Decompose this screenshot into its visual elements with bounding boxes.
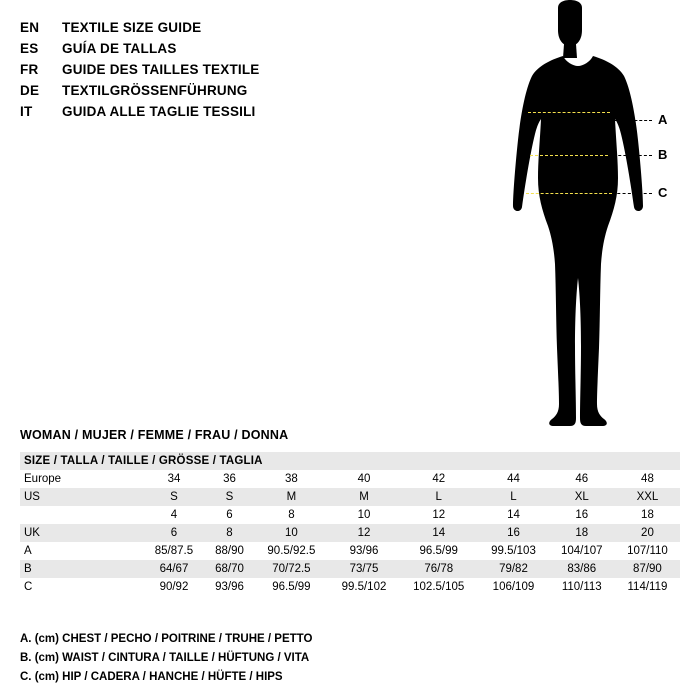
chest-measure-line xyxy=(528,112,610,113)
cell-europe-1: 36 xyxy=(205,470,254,488)
label-b: B xyxy=(658,147,668,162)
title-row-en xyxy=(20,20,320,41)
size-table-wrapper xyxy=(20,452,680,596)
table-header-row xyxy=(20,452,680,470)
waist-leader-line xyxy=(608,155,652,156)
cell-a-5: 99.5/103 xyxy=(478,542,548,560)
cell-us-2: M xyxy=(254,488,329,506)
cell-a-4: 96.5/99 xyxy=(399,542,478,560)
title-row-de xyxy=(20,83,320,104)
cell-a-0: 85/87.5 xyxy=(143,542,205,560)
title-block xyxy=(20,20,320,125)
cell-uk-7: 20 xyxy=(615,524,680,542)
cell-c-6: 110/113 xyxy=(549,578,615,596)
table-row xyxy=(20,470,680,488)
cell-a-1: 88/90 xyxy=(205,542,254,560)
cell-europe-0: 34 xyxy=(143,470,205,488)
cell-us-5: L xyxy=(478,488,548,506)
cell-europe-5: 44 xyxy=(478,470,548,488)
title-row-fr xyxy=(20,62,320,83)
row-label-b: B xyxy=(20,560,143,578)
row-label-uk: UK xyxy=(20,524,143,542)
section-heading-woman: WOMAN / MUJER / FEMME / FRAU / DONNA xyxy=(20,428,289,442)
cell-c-3: 99.5/102 xyxy=(329,578,399,596)
title-text-es: GUÍA DE TALLAS xyxy=(62,41,177,56)
cell-us-1: S xyxy=(205,488,254,506)
language-code-de: DE xyxy=(20,83,40,98)
cell-uk-0: 6 xyxy=(143,524,205,542)
cell-us-3: M xyxy=(329,488,399,506)
cell-uk-1: 8 xyxy=(205,524,254,542)
table-row xyxy=(20,542,680,560)
cell-europe-4: 42 xyxy=(399,470,478,488)
cell-uk-4: 14 xyxy=(399,524,478,542)
cell-us-0: S xyxy=(143,488,205,506)
language-code-es: ES xyxy=(20,41,39,56)
language-code-en: EN xyxy=(20,20,40,35)
cell-usnum-2: 8 xyxy=(254,506,329,524)
cell-uk-3: 12 xyxy=(329,524,399,542)
female-silhouette-figure xyxy=(480,0,680,430)
row-label-us-numeric xyxy=(20,506,143,524)
cell-usnum-5: 14 xyxy=(478,506,548,524)
cell-c-7: 114/119 xyxy=(615,578,680,596)
cell-c-5: 106/109 xyxy=(478,578,548,596)
legend-line-a: A. (cm) CHEST / PECHO / POITRINE / TRUHE / PETTO xyxy=(20,633,313,645)
cell-b-2: 70/72.5 xyxy=(254,560,329,578)
table-row xyxy=(20,524,680,542)
row-label-c: C xyxy=(20,578,143,596)
cell-a-3: 93/96 xyxy=(329,542,399,560)
cell-us-7: XXL xyxy=(615,488,680,506)
row-label-europe: Europe xyxy=(20,470,143,488)
cell-europe-3: 40 xyxy=(329,470,399,488)
cell-us-4: L xyxy=(399,488,478,506)
cell-c-1: 93/96 xyxy=(205,578,254,596)
cell-europe-7: 48 xyxy=(615,470,680,488)
cell-c-0: 90/92 xyxy=(143,578,205,596)
cell-us-6: XL xyxy=(549,488,615,506)
waist-measure-line xyxy=(530,155,608,156)
table-row xyxy=(20,488,680,506)
cell-c-2: 96.5/99 xyxy=(254,578,329,596)
table-row xyxy=(20,578,680,596)
cell-a-2: 90.5/92.5 xyxy=(254,542,329,560)
measurement-legend xyxy=(20,630,312,687)
cell-usnum-1: 6 xyxy=(205,506,254,524)
cell-usnum-0: 4 xyxy=(143,506,205,524)
cell-uk-2: 10 xyxy=(254,524,329,542)
cell-c-4: 102.5/105 xyxy=(399,578,478,596)
cell-uk-6: 18 xyxy=(549,524,615,542)
title-text-en: TEXTILE SIZE GUIDE xyxy=(62,20,202,35)
table-header-label: SIZE / TALLA / TAILLE / GRÖSSE / TAGLIA xyxy=(20,452,680,470)
table-row xyxy=(20,560,680,578)
chest-leader-line xyxy=(610,120,652,121)
cell-b-5: 79/82 xyxy=(478,560,548,578)
female-body-silhouette-icon xyxy=(480,0,680,430)
cell-a-6: 104/107 xyxy=(549,542,615,560)
cell-usnum-4: 12 xyxy=(399,506,478,524)
language-code-it: IT xyxy=(20,104,33,119)
title-text-it: GUIDA ALLE TAGLIE TESSILI xyxy=(62,104,256,119)
size-table xyxy=(20,452,680,596)
cell-b-0: 64/67 xyxy=(143,560,205,578)
legend-line-b: B. (cm) WAIST / CINTURA / TAILLE / HÜFTUNG / VITA xyxy=(20,652,310,664)
cell-uk-5: 16 xyxy=(478,524,548,542)
row-label-us: US xyxy=(20,488,143,506)
label-a: A xyxy=(658,112,668,127)
cell-usnum-7: 18 xyxy=(615,506,680,524)
title-row-es xyxy=(20,41,320,62)
cell-b-3: 73/75 xyxy=(329,560,399,578)
hip-leader-line xyxy=(612,193,652,194)
cell-usnum-6: 16 xyxy=(549,506,615,524)
legend-line-c: C. (cm) HIP / CADERA / HANCHE / HÜFTE / HIPS xyxy=(20,671,283,683)
table-row xyxy=(20,506,680,524)
title-text-fr: GUIDE DES TAILLES TEXTILE xyxy=(62,62,260,77)
cell-usnum-3: 10 xyxy=(329,506,399,524)
title-text-de: TEXTILGRÖSSENFÜHRUNG xyxy=(62,83,248,98)
cell-a-7: 107/110 xyxy=(615,542,680,560)
cell-b-6: 83/86 xyxy=(549,560,615,578)
row-label-a: A xyxy=(20,542,143,560)
cell-europe-6: 46 xyxy=(549,470,615,488)
label-c: C xyxy=(658,185,668,200)
cell-europe-2: 38 xyxy=(254,470,329,488)
cell-b-1: 68/70 xyxy=(205,560,254,578)
title-row-it xyxy=(20,104,320,125)
cell-b-7: 87/90 xyxy=(615,560,680,578)
cell-b-4: 76/78 xyxy=(399,560,478,578)
hip-measure-line xyxy=(526,193,612,194)
language-code-fr: FR xyxy=(20,62,39,77)
